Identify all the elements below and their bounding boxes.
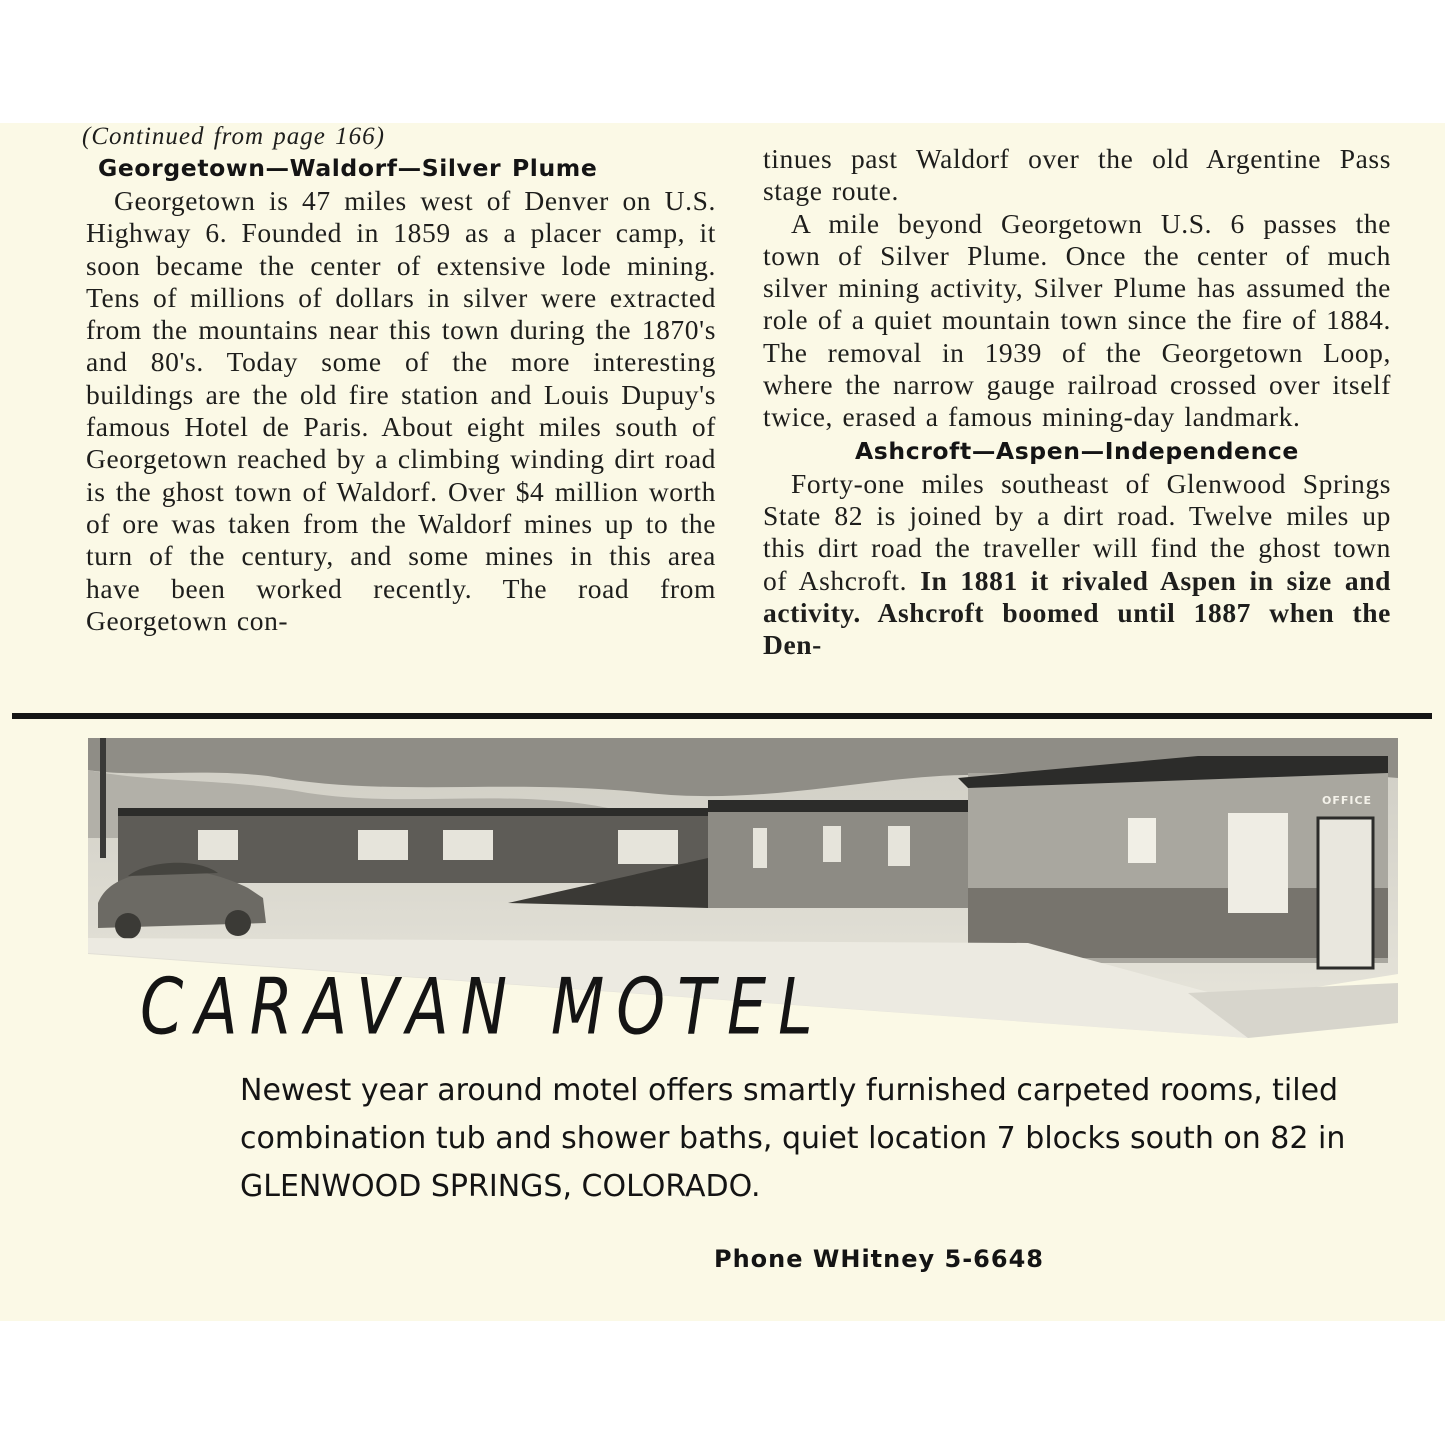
- magazine-page: [0, 123, 1445, 1321]
- section-heading-ashcroft: Ashcroft—Aspen—Independence: [855, 436, 1299, 465]
- continued-note: (Continued from page 166): [82, 123, 385, 150]
- section-divider: [12, 713, 1432, 719]
- motel-phone: Phone WHitney 5-6648: [714, 1245, 1044, 1273]
- motel-name: CARAVAN MOTEL: [140, 961, 825, 1053]
- office-door: [1318, 818, 1373, 968]
- article-column-left: [82, 123, 716, 637]
- motel-center-wing: [708, 808, 988, 908]
- paragraph-ashcroft: [763, 468, 1391, 662]
- article-column-right: [763, 143, 1391, 661]
- section-heading-georgetown: Georgetown—Waldorf—Silver Plume: [98, 154, 598, 182]
- utility-pole: [100, 738, 106, 858]
- motel-description: Newest year around motel offers smartly furnished carpeted rooms, tiled combination tub and shower baths, quiet location 7 blocks south on 82 in GLENWOOD SPRINGS, COLORADO.: [240, 1073, 1346, 1204]
- paragraph-continuation: tinues past Waldorf over the old Argentine Pass stage route.: [763, 143, 1391, 207]
- ashcroft-bold-text: In 1881 it rivaled Aspen in size and activity. Ashcroft boomed until 1887 when the Den-: [763, 564, 1391, 661]
- ashcroft-text: Forty-one miles southeast of Glenwood Springs State 82 is joined by a dirt road. Twelve miles up this dirt road the traveller will find the ghost town of Ashcroft.: [763, 467, 1391, 596]
- paragraph-georgetown: Georgetown is 47 miles west of Denver on U.S. Highway 6. Founded in 1859 as a placer camp, it soon became the center of extensive lode mining. Tens of millions of dollars in silver were extracted from the mountains near this town during the 1870's and 80's. Today some of the more interesting buildings are the old fire station and Louis Dupuy's famous Hotel de Paris. About eight miles south of Georgetown reached by a climbing winding dirt road is the ghost town of Waldorf. Over $4 million worth of ore was taken from the Waldorf mines up to the turn of the century, and some mines in this area have been worked recently. The road from Georgetown con-: [86, 185, 716, 636]
- paragraph-silver-plume: A mile beyond Georgetown U.S. 6 passes the town of Silver Plume. Once the center of much silver mining activity, Silver Plume has assumed the role of a quiet mountain town since the fire of 1884. The removal in 1939 of the Georgetown Loop, where the narrow gauge railroad crossed over itself twice, erased a famous mining-day landmark.: [763, 207, 1391, 433]
- office-sign: OFFICE: [1322, 794, 1373, 807]
